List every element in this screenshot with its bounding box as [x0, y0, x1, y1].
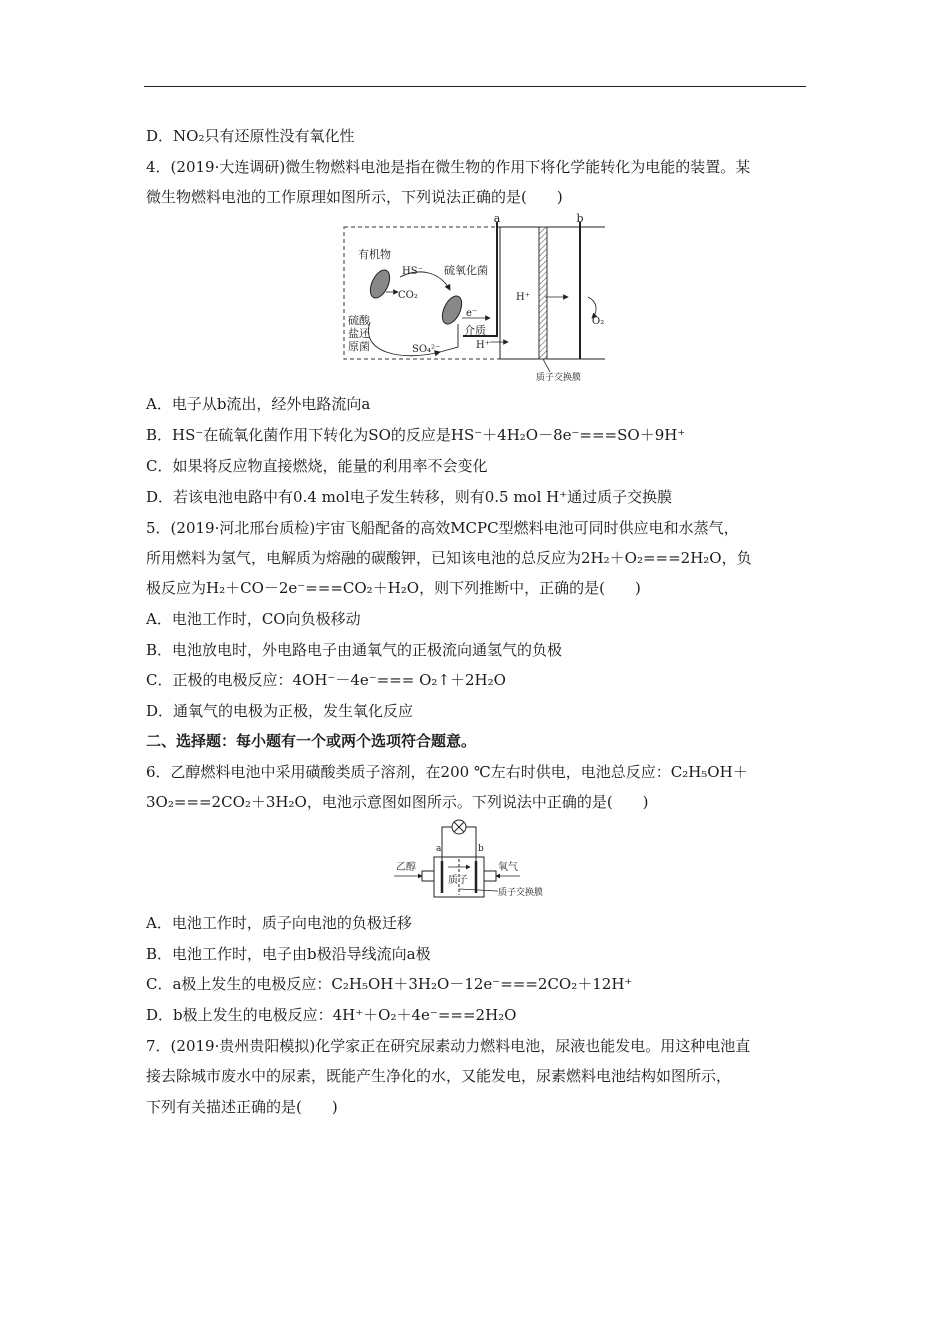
q6-option-a: A．电池工作时，质子向电池的负极迁移: [146, 914, 412, 932]
q4-stem-line-1: 4．(2019·大连调研)微生物燃料电池是指在微生物的作用下将化学能转化为电能的装置。某: [146, 158, 751, 176]
label-co2: CO₂: [398, 290, 418, 301]
label-b: b: [576, 212, 584, 225]
label-e: e⁻: [466, 308, 478, 319]
q5-option-a: A．电池工作时，CO向负极移动: [146, 610, 361, 628]
label-a: a: [493, 212, 501, 225]
q5-stem-line-1: 5．(2019·河北邢台质检)宇宙飞船配备的高效MCPC型燃料电池可同时供应电和水蒸气，: [146, 519, 739, 537]
label-a: a: [436, 844, 442, 854]
q5-option-c: C．正极的电极反应：4OH⁻－4e⁻=== O₂↑＋2H₂O: [146, 671, 506, 689]
q5-option-d: D．通氧气的电极为正极，发生氧化反应: [146, 702, 414, 720]
label-hs: HS⁻: [402, 266, 423, 277]
q4-option-d: D．若该电池电路中有0.4 mol电子发生转移，则有0.5 mol H⁺通过质子交换膜: [146, 488, 673, 506]
q6-option-c: C．a极上发生的电极反应：C₂H₅OH＋3H₂O－12e⁻===2CO₂＋12H⁺: [146, 975, 633, 993]
q7-stem-line-2: 接去除城市废水中的尿素，既能产生净化的水，又能发电，尿素燃料电池结构如图所示，: [146, 1067, 732, 1085]
q5-option-b: B．电池放电时，外电路电子由通氧气的正极流向通氢气的负极: [146, 641, 563, 659]
label-membrane: 质子交换膜: [498, 888, 544, 898]
sulfur-oxidizing-bacteria: [438, 293, 465, 327]
label-srb-1: 硫酸: [348, 314, 370, 327]
label-medium: 介质: [464, 324, 486, 337]
q4-stem-line-2: 微生物燃料电池的工作原理如图所示，下列说法正确的是( ): [146, 188, 563, 206]
q6-stem-line-2: 3O₂===2CO₂＋3H₂O，电池示意图如图所示。下列说法中正确的是( ): [146, 793, 649, 811]
q7-stem-line-1: 7．(2019·贵州贵阳模拟)化学家正在研究尿素动力燃料电池，尿液也能发电。用这种电池直: [146, 1037, 751, 1055]
header-rule: [144, 86, 806, 87]
label-ethanol: 乙醇: [396, 862, 416, 873]
label-organic: 有机物: [358, 248, 391, 261]
q7-stem-line-3: 下列有关描述正确的是( ): [146, 1098, 338, 1116]
label-o2: O₂: [592, 316, 605, 327]
figure-ethanol-fuel-cell: [392, 817, 562, 907]
figure-microbial-fuel-cell: [340, 212, 610, 384]
q4-option-b: B．HS⁻在硫氧化菌作用下转化为SO的反应是HS⁻＋4H₂O－8e⁻===SO＋9H⁺: [146, 426, 686, 444]
q5-stem-line-2: 所用燃料为氢气，电解质为熔融的碳酸钾，已知该电池的总反应为2H₂＋O₂===2H₂O，负: [146, 549, 752, 567]
label-srb-2: 盐还: [348, 327, 370, 340]
label-h-left: H⁺: [476, 340, 490, 351]
q6-option-b: B．电池工作时，电子由b极沿导线流向a极: [146, 945, 431, 963]
label-so4: SO₄²⁻: [412, 344, 441, 355]
label-sox: 硫氧化菌: [444, 264, 488, 277]
q4-option-a: A．电子从b流出，经外电路流向a: [146, 395, 371, 413]
organic-bacteria: [366, 267, 393, 301]
q6-stem-line-1: 6．乙醇燃料电池中采用磺酸类质子溶剂，在200 ℃左右时供电，电池总反应：C₂H₅OH＋: [146, 763, 748, 781]
label-b: b: [478, 844, 484, 854]
label-membrane: 质子交换膜: [536, 373, 582, 383]
label-proton: 质子: [448, 875, 468, 886]
section-heading: 二、选择题：每小题有一个或两个选项符合题意。: [146, 732, 477, 750]
q6-option-d: D．b极上发生的电极反应：4H⁺＋O₂＋4e⁻===2H₂O: [146, 1006, 517, 1024]
label-oxygen: 氧气: [498, 862, 518, 873]
q4-option-c: C．如果将反应物直接燃烧，能量的利用率不会变化: [146, 457, 488, 475]
label-srb-3: 原菌: [348, 340, 370, 353]
q3-option-d: D．NO₂只有还原性没有氧化性: [146, 127, 355, 145]
label-h-right: H⁺: [516, 292, 530, 303]
q5-stem-line-3: 极反应为H₂＋CO－2e⁻===CO₂＋H₂O，则下列推断中，正确的是( ): [146, 579, 641, 597]
